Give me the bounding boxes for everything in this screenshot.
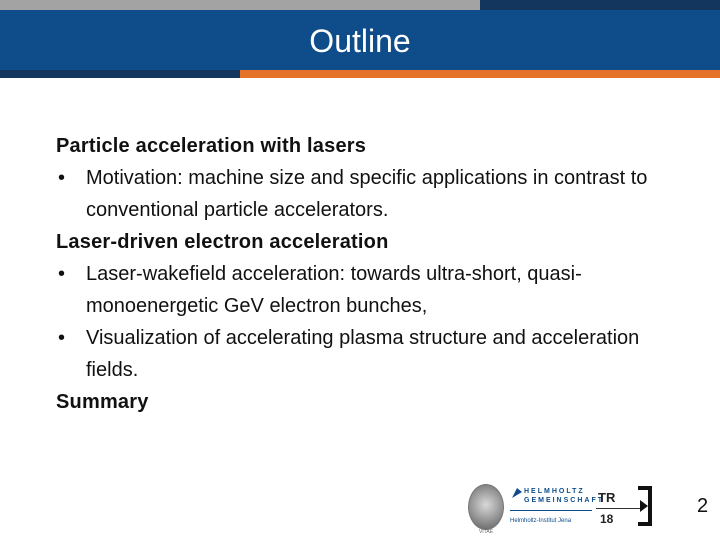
- header-underline-orange: [240, 70, 720, 78]
- section-heading-summary: Summary: [56, 391, 149, 413]
- seal-caption: VITAE: [478, 529, 494, 535]
- institute-name: Helmholtz-Institut Jena: [510, 518, 572, 524]
- section-heading-lasers: Particle acceleration with lasers: [56, 135, 367, 157]
- tr18-logo: [596, 484, 656, 528]
- bullet-item-visualization: [56, 322, 676, 386]
- footer-logos: [458, 482, 658, 534]
- bullet-dot-icon: •: [58, 327, 66, 349]
- slide-number: 2: [697, 495, 709, 517]
- helmholtz-divider: [510, 510, 592, 511]
- bullet-dot-icon: •: [58, 263, 66, 285]
- helmholtz-line2: GEMEINSCHAFT: [524, 497, 604, 504]
- bullet-item-wakefield: [56, 258, 676, 322]
- bullet-dot-icon: •: [58, 167, 66, 189]
- helmholtz-leaf-icon: [510, 486, 524, 500]
- bullet-text: Visualization of accelerating plasma structure and acceleration fields.: [86, 327, 640, 381]
- header-top-strip-navy: [480, 0, 720, 10]
- tr-bracket-arrow-icon: [634, 484, 654, 528]
- bullet-text: Motivation: machine size and specific applications in contrast to conventional particle accelerators.: [86, 167, 648, 221]
- bullet-item-motivation: [56, 162, 676, 226]
- title-bar: [0, 10, 720, 70]
- section-heading-electron-acceleration: Laser-driven electron acceleration: [56, 231, 389, 253]
- slide-title: Outline: [309, 22, 411, 59]
- tr-number: 18: [600, 512, 614, 526]
- university-seal-logo: [468, 484, 504, 530]
- header-top-strip-grey: [0, 0, 480, 10]
- helmholtz-logo-text: [524, 487, 604, 505]
- tr-label: TR: [598, 490, 616, 505]
- bullet-text: Laser-wakefield acceleration: towards ultra-short, quasi-monoenergetic GeV electron bunches,: [86, 263, 582, 317]
- helmholtz-line1: HELMHOLTZ: [524, 488, 585, 495]
- outline-content: [56, 130, 676, 418]
- header-underline-navy: [0, 70, 240, 78]
